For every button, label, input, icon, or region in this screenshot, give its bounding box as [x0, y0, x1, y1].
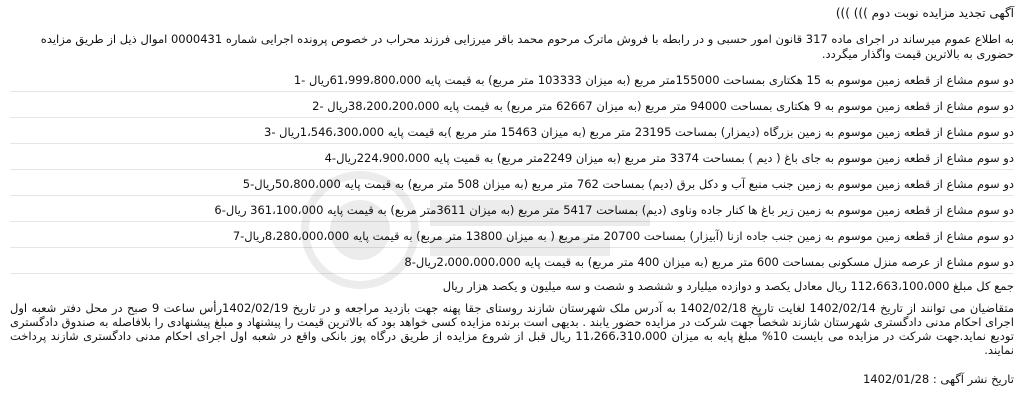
property-item: دو سوم مشاع از قطعه زمین موسوم به جای باغ ( دیم ) بمساحت 3374 متر مربع (به میزان 2249متر مربع) به قمیت پایه 224،900،000ریال-4 [10, 148, 1014, 170]
notice-intro: به اطلاع عموم میرساند در اجرای ماده 317 قانون امور حسبی و در رابطه با فروش ماترک مرحوم محمد باقر میرزایی فرزند محراب در خصوص پرونده اجرایی شماره 0000431 اموال ذیل از طریق مزایده حضوری به بالاترین قیمت واگذار میگردد. [40, 32, 1014, 61]
auction-details: متقاضیان می توانند از تاریخ 1402/02/14 لغایت تاریخ 1402/02/18 به آدرس ملک شهرستان شازند روستای جقا پهنه جهت بازدید مراجعه و در تاریخ 1402/02/19رأس ساعت 9 صبح در محل دفتر شعبه اول اجرای احکام مدنی دادگستری شهرستان شازند شخصاً جهت شرکت در مزایده حضور یابند . بدیهی است برنده مزایده کسی خواهد بود که بالاترین قیمت را پیشنهاد و مبلغ پیشنهادی را بلافاصله به صندوق دادگستری تودیع نماید.جهت شرکت در مزایده می بایست 10% مبلغ پایه به میزان 11،266،310،000 ریال قبل از شروع مزایده از طریق درگاه پوز بانکی واقع در شعبه اول اجرای احکام مدنی دادگستری شازند پرداخت نمایند. [10, 301, 1014, 357]
notice-title: آگهی تجدید مزایده نوبت دوم ))) ))) [835, 6, 1014, 20]
property-item: دو سوم مشاع از قطعه زمین موسوم به زمین زیر باغ ها کنار جاده وناوی (دیم) بمساحت 5417 متر مربع (به میزان 3611متر مربع) به قیمت پایه 361،100،000 ریال-6 [10, 200, 1014, 222]
property-list [10, 70, 1014, 274]
property-item: دو سوم مشاع از قطعه زمین موسوم به زمین بزرگاه (دیمزار) بمساحت 23195 متر مربع (به میزان 15463 متر مربع )به قیمت پایه 1،546،300،000ریال -3 [10, 122, 1014, 144]
publish-date: تاریخ نشر آگهی : 1402/01/28 [862, 372, 1014, 386]
total-amount: جمع کل مبلغ 112،663،100،000 ریال معادل یکصد و دوازده میلیارد و ششصد و شصت و سه میلیون و یکصد هزار ریال [442, 279, 1014, 293]
property-item: دو سوم مشاع از قطعه زمین موسوم به 9 هکتاری بمساحت 94000 متر مربع (به میزان 62667 متر مربع) به قیمت پایه 38،200،200،000ریال -2 [10, 96, 1014, 118]
property-item: دو سوم مشاع از قطعه زمین موسوم به 15 هکتاری بمساحت 155000متر مربع (به میزان 103333 متر مربع) به قیمت پایه 61،999،800،000ریال -1 [10, 70, 1014, 92]
property-item: دو سوم مشاع از عرصه منزل مسکونی بمساحت 600 متر مربع (به میزان 400 متر مربع) به قیمت پایه 2،000،000،000ریال-8 [10, 252, 1014, 274]
property-item: دو سوم مشاع از قطعه زمین موسوم به زمین جنب منبع آب و دکل برق (دیم) بمساحت 762 متر مربع (به میزان 508 متر مربع) به قیمت پایه 50،800،000ریال-5 [10, 174, 1014, 196]
property-item: دو سوم مشاع از قطعه زمین موسوم به زمین جنب جاده ازنا (آبیزار) بمساحت 20700 متر مربع ( به میزان 13800 متر مربع) به قیمت پایه 8،280،000،000ریال-7 [10, 226, 1014, 248]
